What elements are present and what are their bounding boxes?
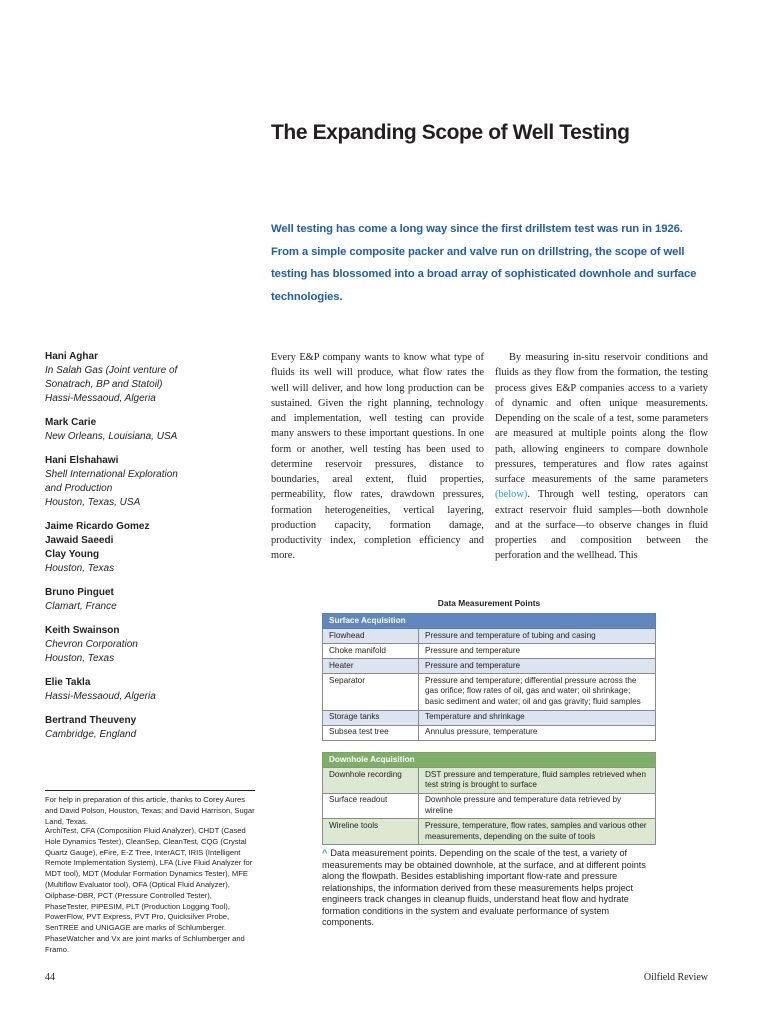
measurement-description: Pressure, temperature, flow rates, samples and various other measurements, depending on the suite of tools [419, 819, 656, 845]
author-affiliation: Hassi-Messaoud, Algeria [45, 691, 156, 702]
measurement-description: Pressure and temperature [419, 659, 656, 674]
figure-caption-text: Data measurement points. Depending on the scale of the test, a variety of measurements may be obtained downhole, at the surface, and at different points along the flowpath. Besides establishing important flow-rate and pressure relationships, the information derived from these measurements helps project engineers track changes in cleanup fluids, understand heat flow and hydrate formation conditions in the system and evaluate performance of system components. [322, 848, 646, 927]
body-column-2-text-start: By measuring in-situ reservoir conditions and fluids as they flow from the formation, the testing process gives E&P companies access to a variety of dynamic and often unique measurements. Depending on the scale of a test, some parameters are measured at multiple points along the flow path, allowing engineers to compare downhole pressures, temperatures and flow rates against surface measurements of the same parameters [495, 352, 708, 485]
table-row [323, 819, 656, 845]
author-group [45, 714, 245, 742]
author-list [45, 350, 245, 752]
table-row [323, 644, 656, 659]
author-group [45, 520, 245, 576]
author-group [45, 586, 245, 614]
author-name: Bertrand Theuveny [45, 715, 137, 726]
table-row [323, 793, 656, 819]
measurement-description: Pressure and temperature; differential pressure across the gas orifice; flow rates of oil, gas and water; oil shrinkage; basic sediment and water; oil and gas gravity; fluid samples [419, 674, 656, 710]
author-affiliation: Cambridge, England [45, 729, 137, 740]
author-name: Jawaid Saeedi [45, 535, 114, 546]
measurement-location: Flowhead [323, 629, 419, 644]
measurement-location: Choke manifold [323, 644, 419, 659]
body-column-1: Every E&P company wants to know what type of fluids its well will produce, what flow rates the well will deliver, and how long production can be sustained. Given the right planning, technology and implementation, well testing can provide many answers to these important questions. In one form or another, well testing has been used to determine reservoir pressures, distance to boundaries, areal extent, fluid properties, permeability, flow rates, drawdown pressures, formation heterogeneities, vertical layering, production capacity, formation damage, productivity index, completion efficiency and more. [271, 352, 484, 562]
author-group [45, 416, 245, 444]
measurement-description: Downhole pressure and temperature data retrieved by wireline [419, 793, 656, 819]
author-group [45, 624, 245, 666]
table-row [323, 725, 656, 740]
author-affiliation: Clamart, France [45, 601, 117, 612]
author-affiliation: Houston, Texas [45, 563, 115, 574]
figure-caption [322, 848, 656, 929]
measurement-location: Subsea test tree [323, 725, 419, 740]
author-affiliation: Chevron Corporation Houston, Texas [45, 639, 138, 664]
author-affiliation: Shell International Exploration and Production Houston, Texas, USA [45, 469, 178, 508]
figure-reference-link[interactable]: (below) [495, 489, 528, 501]
trademark-note: ArchiTest, CFA (Composition Fluid Analyzer), CHDT (Cased Hole Dynamics Tester), CleanSep, CleanTest, CQG (Crystal Quartz Gauge), eFire, E-Z Tree, InterACT, IRIS (Intelligent Remote Implementation System), LFA (Live Fluid Analyzer for MDT tool), MDT (Modular Formation Dynamics Tester), MFE (Multiflow Evaluator tool), OFA (Optical Fluid Analyzer), Oilphase-DBR, PCT (Pressure Controlled Tester), PhaseTester, PIPESIM, PLT (Production Logging Tool), PowerFlow, PVT Express, PVT Pro, Quicksilver Probe, SenTREE and UNIGAGE are marks of Schlumberger. PhaseWatcher and Vx are joint marks of Schlumberger and Framo. [45, 826, 253, 954]
table-row [323, 674, 656, 710]
author-name: Mark Carie [45, 417, 97, 428]
sidebar-divider [45, 790, 255, 791]
caption-marker: ^ [322, 848, 328, 858]
downhole-acquisition-table [322, 752, 656, 845]
author-name: Keith Swainson [45, 625, 120, 636]
figure-title: Data Measurement Points [437, 598, 541, 608]
measurement-location: Storage tanks [323, 710, 419, 725]
table-row [323, 768, 656, 794]
measurement-description: Pressure and temperature [419, 644, 656, 659]
surface-acquisition-header: Surface Acquisition [323, 614, 656, 629]
table-row [323, 659, 656, 674]
surface-acquisition-table [322, 613, 656, 741]
author-group [45, 454, 245, 510]
measurement-location: Wireline tools [323, 819, 419, 845]
author-name: Hani Aghar [45, 351, 98, 362]
author-name: Jaime Ricardo Gomez [45, 521, 150, 532]
measurement-location: Surface readout [323, 793, 419, 819]
measurement-location: Separator [323, 674, 419, 710]
author-group [45, 350, 245, 406]
table-row [323, 710, 656, 725]
measurement-description: DST pressure and temperature, fluid samples retrieved when test string is brought to surface [419, 768, 656, 794]
author-affiliation: New Orleans, Louisiana, USA [45, 431, 178, 442]
article-lede: Well testing has come a long way since the first drillstem test was run in 1926. From a simple composite packer and valve run on drillstring, the scope of well testing has blossomed into a broad array of sophisticated downhole and surface technologies. [271, 223, 697, 303]
author-name: Bruno Pinguet [45, 587, 114, 598]
author-name: Elie Takla [45, 677, 91, 688]
author-group [45, 676, 245, 704]
measurement-location: Downhole recording [323, 768, 419, 794]
journal-name: Oilfield Review [643, 972, 708, 983]
article-title: The Expanding Scope of Well Testing [271, 121, 630, 144]
table-row [323, 629, 656, 644]
measurement-description: Temperature and shrinkage [419, 710, 656, 725]
downhole-acquisition-header: Downhole Acquisition [323, 753, 656, 768]
body-column-2-text-end: . Through well testing, operators can extract reservoir fluid samples—both downhole and at the surface—to observe changes in fluid properties and composition between the perforation and the wellhead. This [495, 489, 708, 562]
body-column-2 [495, 350, 708, 564]
author-name: Clay Young [45, 549, 100, 560]
author-affiliation: In Salah Gas (Joint venture of Sonatrach, BP and Statoil) Hassi-Messaoud, Algeria [45, 365, 178, 404]
acknowledgment-note: For help in preparation of this article, thanks to Corey Aures and David Polson, Houston, Texas; and David Harrison, Sugar Land, Texas. [45, 795, 255, 826]
measurement-location: Heater [323, 659, 419, 674]
measurement-description: Pressure and temperature of tubing and casing [419, 629, 656, 644]
page-number: 44 [45, 972, 55, 983]
author-name: Hani Elshahawi [45, 455, 119, 466]
measurement-description: Annulus pressure, temperature [419, 725, 656, 740]
